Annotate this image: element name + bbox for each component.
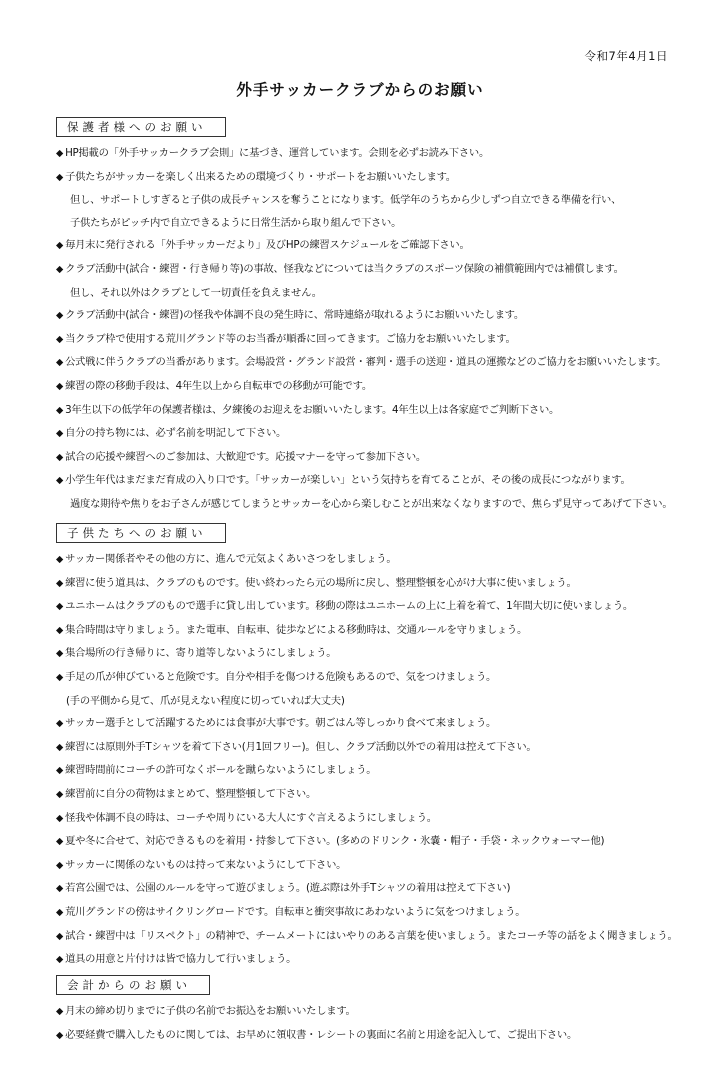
- diamond-bullet-icon: ◆: [56, 718, 64, 730]
- list-item: ◆ 若宮公園では、公園のルールを守って遊びましょう。(遊ぶ際は外手Tシャツの着用は控えて下さい): [56, 882, 511, 895]
- diamond-bullet-icon: ◆: [56, 404, 64, 416]
- list-item-continuation: (手の平側から見て、爪が見えない程度に切っていれば大丈夫): [66, 694, 345, 707]
- list-item: ◆ 練習前に自分の荷物はまとめて、整理整頓して下さい。: [56, 787, 317, 800]
- list-item: ◆ 毎月末に発行される「外手サッカーだより」及びHPの練習スケジュールをご確認下さい。: [56, 239, 470, 252]
- diamond-bullet-icon: ◆: [56, 263, 64, 275]
- list-item: ◆ 月末の締め切りまでに子供の名前でお振込をお願いいたします。: [56, 1005, 356, 1017]
- diamond-bullet-icon: ◆: [56, 148, 64, 159]
- diamond-bullet-icon: ◆: [56, 812, 64, 824]
- list-item: ◆ 子供たちがサッカーを楽しく出来るための環境づくり・サポートをお願いいたします。: [56, 170, 456, 183]
- list-item: ◆ 必要経費で購入したものに関しては、お早めに領収書・レシートの裏面に名前と用途を記入して、ご提出下さい。: [56, 1028, 577, 1041]
- list-item-continuation: 子供たちがピッチ内で自立できるように日常生活から取り組んで下さい。: [70, 216, 402, 229]
- list-item: ◆ 当クラブ枠で使用する荒川グランド等のお当番が順番に回ってきます。ご協力をお願いいたします。: [56, 332, 516, 345]
- list-item: ◆ 手足の爪が伸びていると危険です。自分や相手を傷つける危険もあるので、気をつけましょう。: [56, 670, 497, 683]
- diamond-bullet-icon: ◆: [56, 333, 64, 345]
- diamond-bullet-icon: ◆: [56, 380, 64, 392]
- diamond-bullet-icon: ◆: [56, 1006, 64, 1017]
- diamond-bullet-icon: ◆: [56, 554, 64, 565]
- section-heading: 子供たちへのお願い: [56, 523, 226, 543]
- list-item: ◆ 怪我や体調不良の時は、コーチや周りにいる大人にすぐ言えるようにしましょう。: [56, 811, 437, 824]
- diamond-bullet-icon: ◆: [56, 648, 64, 660]
- list-item: ◆ クラブ活動中(試合・練習・行き帰り等)の事故、怪我などについては当クラブのスポーツ保険の補償範囲内では補償します。: [56, 262, 624, 275]
- list-item: ◆ 練習の際の移動手段は、4年生以上から自転車での移動が可能です。: [56, 379, 372, 392]
- section-heading: 保護者様へのお願い: [56, 117, 226, 137]
- diamond-bullet-icon: ◆: [56, 859, 64, 871]
- diamond-bullet-icon: ◆: [56, 171, 64, 183]
- section-heading: 会計からのお願い: [56, 975, 210, 995]
- diamond-bullet-icon: ◆: [56, 788, 64, 800]
- diamond-bullet-icon: ◆: [56, 883, 64, 895]
- section-parents: [56, 116, 680, 516]
- list-item: ◆ 試合・練習中は「リスペクト」の精神で、チームメートにはいやりのある言葉を使いましょう。またコーチ等の話をよく聞きましょう。: [56, 929, 678, 942]
- diamond-bullet-icon: ◆: [56, 475, 64, 487]
- list-item: ◆ 集合場所の行き帰りに、寄り道等しないようにしましょう。: [56, 647, 337, 660]
- diamond-bullet-icon: ◆: [56, 577, 64, 589]
- list-item: ◆ ユニホームはクラブのもので選手に貸し出しています。移動の際はユニホームの上に上着を着て、1年間大切に使いましょう。: [56, 600, 633, 613]
- list-item: ◆ クラブ活動中(試合・練習)の怪我や体調不良の発生時に、常時連絡が取れるようにお願いいたします。: [56, 309, 524, 322]
- list-item: ◆ 練習時間前にコーチの許可なくボールを蹴らないようにしましょう。: [56, 764, 377, 777]
- list-item-continuation: 過度な期待や焦りをお子さんが感じてしまうとサッカーを心から楽しむことが出来なくなりますので、焦らず見守ってあげて下さい。: [70, 497, 673, 510]
- diamond-bullet-icon: ◆: [56, 741, 64, 753]
- diamond-bullet-icon: ◆: [56, 601, 64, 613]
- diamond-bullet-icon: ◆: [56, 310, 64, 322]
- diamond-bullet-icon: ◆: [56, 671, 64, 683]
- list-item: ◆ 公式戦に伴うクラブの当番があります。会場設営・グランド設営・審判・選手の送迎・道具の運搬などのご協力をお願いいたします。: [56, 356, 667, 369]
- list-item: ◆ 集合時間は守りましょう。また電車、自転車、徒歩などによる移動時は、交通ルールを守りましょう。: [56, 623, 528, 636]
- diamond-bullet-icon: ◆: [56, 836, 64, 848]
- diamond-bullet-icon: ◆: [56, 906, 64, 918]
- list-item: ◆ サッカー選手として活躍するためには食事が大事です。朝ごはん等しっかり食べて来ましょう。: [56, 717, 497, 730]
- diamond-bullet-icon: ◆: [56, 240, 64, 252]
- list-item: ◆ 荒川グランドの傍はサイクリングロードです。自転車と衝突事故にあわないように気をつけましょう。: [56, 905, 526, 918]
- section-children: [56, 522, 680, 972]
- document-date: 令和7年4月1日: [584, 49, 668, 63]
- diamond-bullet-icon: ◆: [56, 451, 64, 463]
- list-item: ◆ 小学生年代はまだまだ育成の入り口です。「サッカーが楽しい」という気持ちを育てることが、その後の成長につながります。: [56, 474, 631, 487]
- diamond-bullet-icon: ◆: [56, 954, 64, 966]
- list-item: ◆ 3年生以下の低学年の保護者様は、夕練後のお迎えをお願いいたします。4年生以上は各家庭でご判断下さい。: [56, 403, 560, 416]
- list-item: ◆ 練習には原則外手Tシャツを着て下さい(月1回フリー)。但し、クラブ活動以外での着用は控えて下さい。: [56, 740, 537, 753]
- list-item: ◆ サッカー関係者やその他の方に、進んで元気よくあいさつをしましょう。: [56, 553, 397, 565]
- list-item-continuation: 但し、サポートしすぎると子供の成長チャンスを奪うことになります。低学年のうちから少しずつ自立できる準備を行い、: [70, 194, 622, 207]
- section-accounting: [56, 974, 680, 1047]
- list-item: ◆ HP掲載の「外手サッカークラブ会則」に基づき、運営しています。会則を必ずお読み下さい。: [56, 147, 489, 159]
- list-item: ◆ サッカーに関係のないものは持って来ないようにして下さい。: [56, 858, 347, 871]
- list-item-continuation: 但し、それ以外はクラブとして一切責任を負えません。: [70, 286, 322, 299]
- diamond-bullet-icon: ◆: [56, 930, 64, 942]
- diamond-bullet-icon: ◆: [56, 357, 64, 369]
- diamond-bullet-icon: ◆: [56, 765, 64, 777]
- list-item: ◆ 夏や冬に合せて、対応できるものを着用・持参して下さい。(多めのドリンク・氷嚢・帽子・手袋・ネックウォーマー他): [56, 835, 605, 848]
- list-item: ◆ 練習に使う道具は、クラブのものです。使い終わったら元の場所に戻し、整理整頓を心がけ大事に使いましょう。: [56, 576, 577, 589]
- document-title: 外手サッカークラブからのお願い: [236, 81, 484, 99]
- list-item: ◆ 自分の持ち物には、必ず名前を明記して下さい。: [56, 427, 287, 440]
- diamond-bullet-icon: ◆: [56, 624, 64, 636]
- list-item: ◆ 道具の用意と片付けは皆で協力して行いましょう。: [56, 953, 297, 966]
- diamond-bullet-icon: ◆: [56, 428, 64, 440]
- diamond-bullet-icon: ◆: [56, 1029, 64, 1041]
- list-item: ◆ 試合の応援や練習へのご参加は、大歓迎です。応援マナーを守って参加下さい。: [56, 450, 426, 463]
